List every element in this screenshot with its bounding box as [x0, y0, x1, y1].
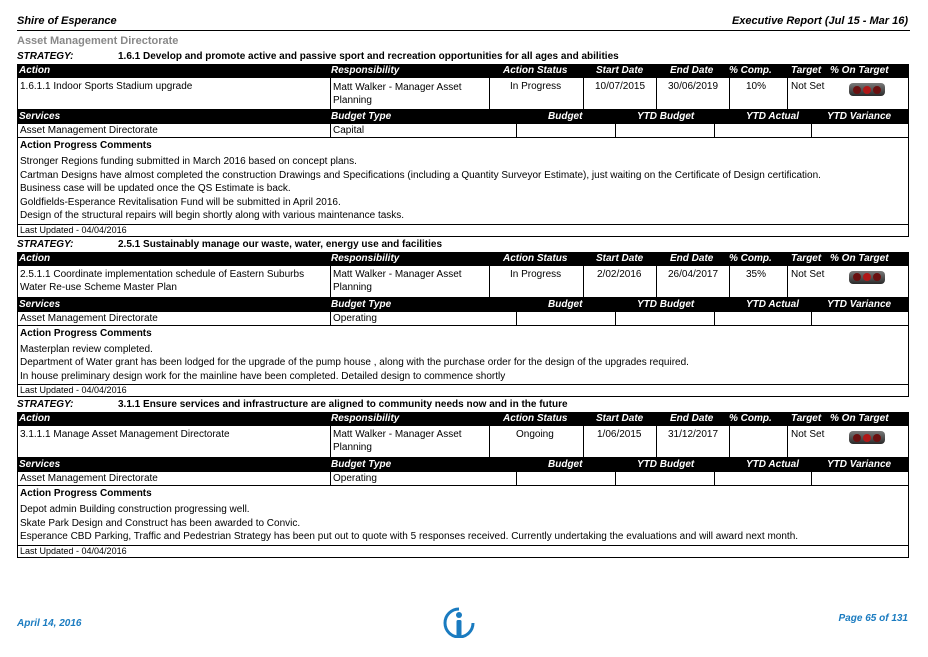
strategy-title: 3.1.1 Ensure services and infrastructure are aligned to community needs now and in the future [118, 399, 568, 410]
strategy-title: 1.6.1 Develop and promote active and passive sport and recreation opportunities for all ages and abilities [118, 51, 619, 62]
col-end-date: End Date [670, 252, 714, 264]
action-name: 3.1.1.1 Manage Asset Management Directorate [20, 429, 230, 440]
org-name: Shire of Esperance [17, 15, 117, 27]
col-budget: Budget [548, 298, 583, 310]
last-updated: Last Updated - 04/04/2016 [18, 384, 908, 396]
traffic-light-icon [849, 271, 885, 284]
strategy-row [17, 237, 909, 252]
col-budget: Budget [548, 459, 583, 470]
action-responsibility: Matt Walker - Manager Asset Planning [333, 268, 462, 293]
col-ytd-actual: YTD Actual [746, 111, 799, 122]
action-end-date: 31/12/2017 [668, 429, 719, 440]
col-action-status: Action Status [503, 65, 568, 76]
action-row [17, 426, 909, 458]
logo-icon [440, 606, 478, 638]
col-ytd-budget: YTD Budget [637, 298, 695, 310]
col-end-date: End Date [670, 65, 714, 76]
service-name: Asset Management Directorate [20, 312, 158, 324]
budget-value [516, 312, 616, 325]
col-budget: Budget [548, 111, 583, 122]
col-services: Services [19, 459, 61, 470]
comment-line: Department of Water grant has been lodged for the upgrade of the pump house , along with the purchase order for the design of the upgrades required. [20, 357, 689, 368]
col-action: Action [19, 413, 51, 424]
col-action: Action [19, 65, 51, 76]
budget-type: Operating [333, 473, 377, 484]
comment-line: Goldfields-Esperance Revitalisation Fund will be submitted in April 2016. [20, 196, 341, 208]
col-budget-type: Budget Type [331, 459, 392, 470]
col-responsibility: Responsibility [331, 252, 400, 264]
comments-heading: Action Progress Comments [20, 140, 152, 151]
action-comp: 35% [746, 268, 767, 280]
col-action: Action [19, 252, 51, 264]
col-services: Services [19, 111, 61, 122]
strategy-row [17, 49, 909, 64]
action-name: 2.5.1.1 Coordinate implementation schedule of Eastern Suburbs Water Re-use Scheme Master Plan [20, 268, 305, 293]
last-updated: Last Updated - 04/04/2016 [18, 224, 908, 236]
col-target: Target [791, 413, 822, 424]
action-end-date: 26/04/2017 [668, 268, 719, 280]
col-comp: % Comp. [729, 65, 772, 76]
services-row [17, 124, 909, 138]
comment-line: Esperance CBD Parking, Traffic and Pedestrian Strategy has been put out to quote with 5 responses received. Currently undertaking the evaluations and will award next month. [20, 531, 799, 542]
budget-type: Operating [333, 312, 377, 324]
action-target: Not Set [791, 429, 825, 440]
action-row [17, 78, 909, 110]
service-name: Asset Management Directorate [20, 473, 158, 484]
action-target: Not Set [791, 268, 825, 280]
budget-value [516, 124, 616, 137]
col-responsibility: Responsibility [331, 413, 400, 424]
col-comp: % Comp. [729, 252, 772, 264]
comment-line: Design of the structural repairs will begin shortly along with various maintenance tasks. [20, 210, 405, 221]
traffic-light-icon [849, 431, 885, 444]
col-on-target: % On Target [830, 252, 889, 264]
comment-line: Skate Park Design and Construct has been awarded to Convic. [20, 517, 301, 529]
comment-line: Business case will be updated once the QS Estimate is back. [20, 183, 291, 194]
action-status: Ongoing [516, 429, 554, 440]
action-header-bar [17, 252, 909, 266]
col-start-date: Start Date [596, 413, 644, 424]
col-ytd-variance: YTD Variance [827, 298, 892, 310]
action-status: In Progress [510, 268, 562, 280]
ytd-actual-value [714, 124, 812, 137]
services-header-bar [17, 458, 909, 472]
service-name: Asset Management Directorate [20, 125, 158, 136]
comment-line: Cartman Designs have almost completed the construction Drawings and Specifications (including a Quantity Surveyor Estimate), just waiting on the Certificate of Design certification. [20, 169, 821, 181]
ytd-actual-value [714, 312, 812, 325]
action-comp: 10% [746, 81, 767, 92]
report-title: Executive Report (Jul 15 - Mar 16) [731, 15, 908, 27]
col-ytd-actual: YTD Actual [746, 459, 799, 470]
strategy-section [17, 237, 909, 398]
comments-heading: Action Progress Comments [20, 488, 152, 499]
action-responsibility: Matt Walker - Manager Asset Planning [333, 82, 462, 106]
col-action-status: Action Status [503, 252, 568, 264]
sections-container [17, 49, 909, 558]
comment-line: Stronger Regions funding submitted in March 2016 based on concept plans. [20, 156, 357, 167]
ytd-budget-value [615, 472, 715, 485]
services-header-bar [17, 298, 909, 312]
col-comp: % Comp. [729, 413, 772, 424]
col-action-status: Action Status [503, 413, 568, 424]
action-start-date: 1/06/2015 [597, 429, 642, 440]
action-row [17, 266, 909, 298]
comment-line: In house preliminary design work for the mainline have been completed. Detailed design to commence shortly [20, 370, 506, 382]
comments-heading: Action Progress Comments [20, 327, 152, 339]
col-ytd-budget: YTD Budget [637, 459, 695, 470]
ytd-variance-value [811, 312, 909, 325]
col-target: Target [791, 65, 822, 76]
ytd-variance-value [811, 124, 909, 137]
col-ytd-actual: YTD Actual [746, 298, 799, 310]
col-start-date: Start Date [596, 252, 644, 264]
col-ytd-variance: YTD Variance [827, 459, 892, 470]
col-ytd-budget: YTD Budget [637, 111, 695, 122]
col-budget-type: Budget Type [331, 298, 392, 310]
ytd-budget-value [615, 312, 715, 325]
action-start-date: 2/02/2016 [597, 268, 642, 280]
col-responsibility: Responsibility [331, 65, 400, 76]
budget-value [516, 472, 616, 485]
ytd-variance-value [811, 472, 909, 485]
strategy-row [17, 397, 909, 412]
col-services: Services [19, 298, 61, 310]
strategy-section [17, 397, 909, 558]
header-divider [17, 30, 910, 31]
strategy-label: STRATEGY: [17, 51, 74, 62]
ytd-actual-value [714, 472, 812, 485]
col-ytd-variance: YTD Variance [827, 111, 892, 122]
action-header-bar [17, 64, 909, 78]
action-responsibility: Matt Walker - Manager Asset Planning [333, 429, 462, 453]
ytd-budget-value [615, 124, 715, 137]
comment-line: Masterplan review completed. [20, 343, 153, 355]
services-row [17, 312, 909, 326]
traffic-light-icon [849, 83, 885, 96]
action-start-date: 10/07/2015 [595, 81, 646, 92]
action-target: Not Set [791, 81, 825, 92]
action-header-bar [17, 412, 909, 426]
footer-page-number: Page 65 of 131 [838, 613, 908, 624]
action-status: In Progress [510, 81, 562, 92]
col-on-target: % On Target [830, 65, 889, 76]
strategy-label: STRATEGY: [17, 238, 74, 250]
footer-date: April 14, 2016 [17, 618, 82, 629]
col-on-target: % On Target [830, 413, 889, 424]
comments-box [17, 138, 909, 237]
action-end-date: 30/06/2019 [668, 81, 719, 92]
comments-box [17, 326, 909, 398]
strategy-title: 2.5.1 Sustainably manage our waste, water, energy use and facilities [118, 238, 443, 250]
col-end-date: End Date [670, 413, 714, 424]
services-row [17, 472, 909, 486]
services-header-bar [17, 110, 909, 124]
action-name: 1.6.1.1 Indoor Sports Stadium upgrade [20, 81, 193, 92]
budget-type: Capital [333, 125, 365, 136]
comments-box [17, 486, 909, 558]
last-updated: Last Updated - 04/04/2016 [18, 545, 908, 557]
strategy-section [17, 49, 909, 237]
strategy-label: STRATEGY: [17, 399, 74, 410]
comment-line: Depot admin Building construction progressing well. [20, 504, 250, 515]
col-start-date: Start Date [596, 65, 644, 76]
col-target: Target [791, 252, 822, 264]
col-budget-type: Budget Type [331, 111, 392, 122]
directorate-title: Asset Management Directorate [17, 35, 179, 47]
